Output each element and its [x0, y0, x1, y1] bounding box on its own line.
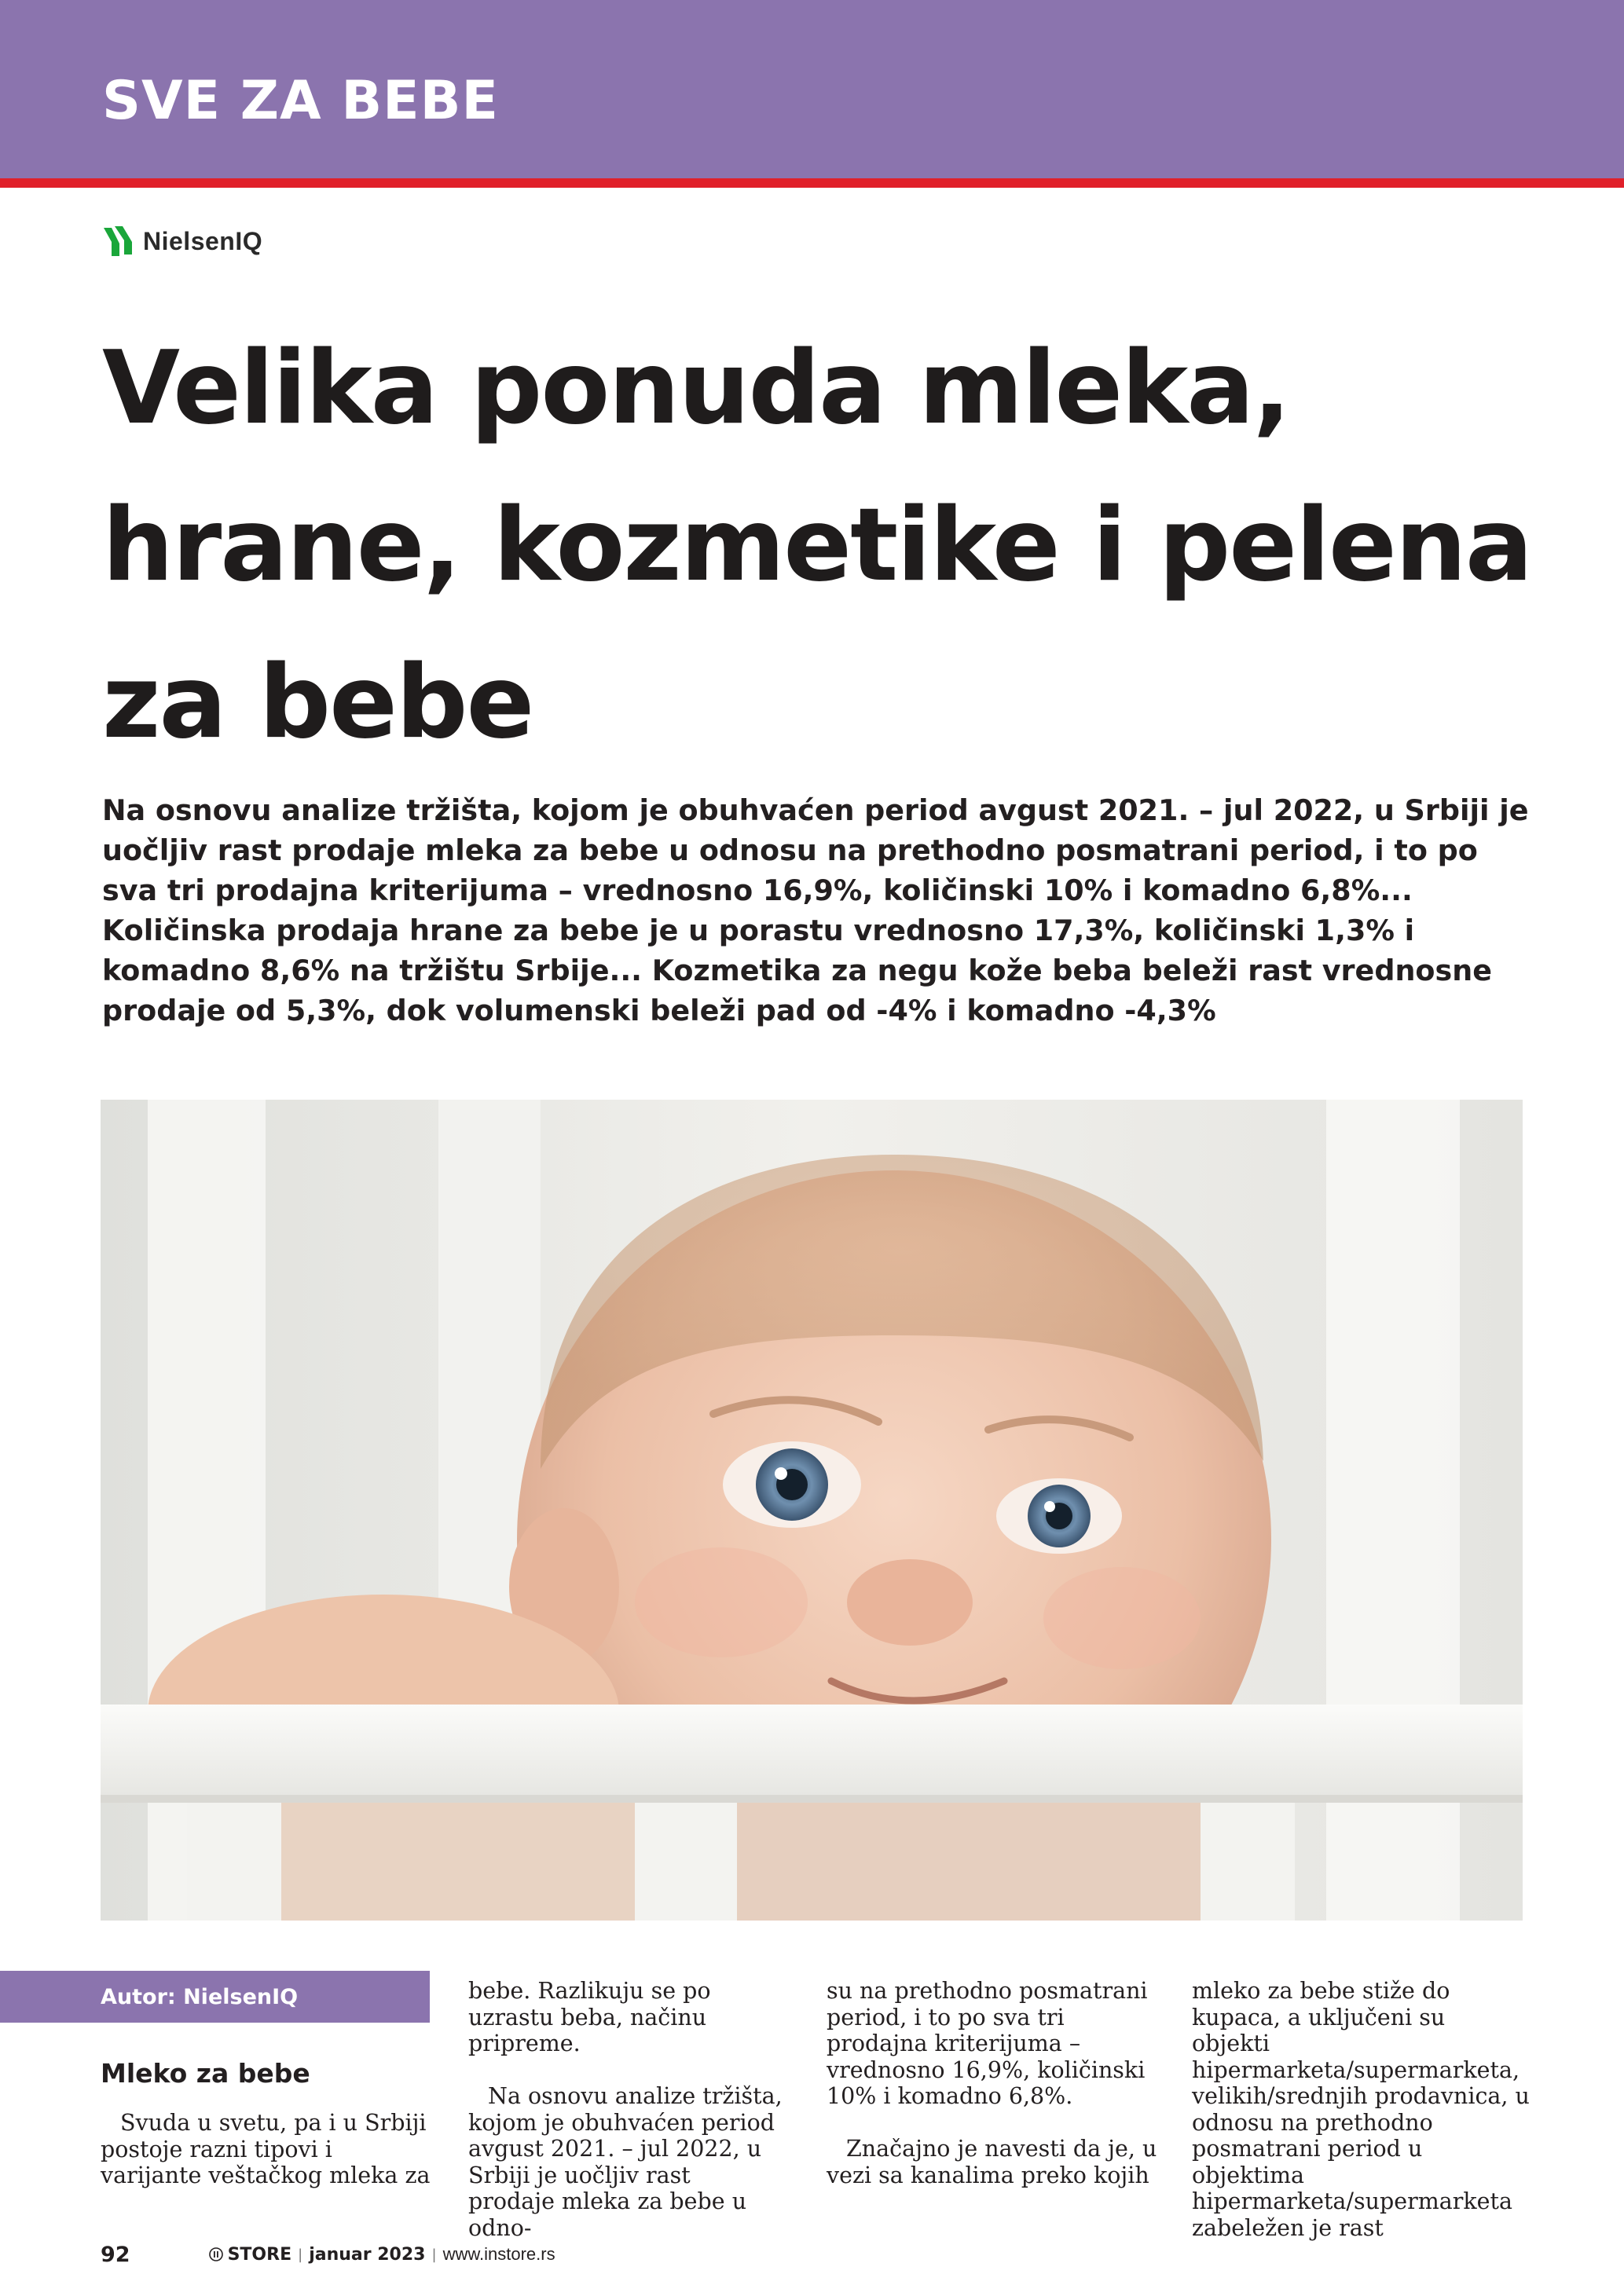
body-column-3 — [827, 1978, 1164, 2188]
body-paragraph: Na osnovu analize tržišta, kojom je obuhvaćen period avgust 2021. – jul 2022, u Srbiji je uočljiv rast prodaje mleka za bebe u odno- — [468, 2083, 783, 2241]
issue-date: januar 2023 — [309, 2244, 426, 2265]
section-subheading: Mleko za bebe — [101, 2058, 310, 2089]
baby-photo — [101, 1100, 1523, 1921]
body-column-4 — [1192, 1978, 1530, 2241]
nielseniq-logo-icon — [102, 223, 138, 259]
article-headline: Velika ponuda mleka, hrane, kozmetike i pelena za bebe — [102, 330, 1532, 761]
body-column-1 — [101, 2110, 431, 2189]
footer-separator: | — [431, 2246, 437, 2263]
nielseniq-logo — [102, 219, 262, 263]
body-column-2 — [468, 1978, 783, 2241]
footer-separator: | — [298, 2246, 303, 2263]
page-footer — [101, 2240, 555, 2269]
brand-logo — [209, 2245, 292, 2265]
body-paragraph: su na prethodno posmatrani period, i to po sva tri prodajna kriterijuma – vrednosno 16,9%, količinski 10% i komadno 6,8%. — [827, 1978, 1148, 2109]
page-number: 92 — [101, 2242, 130, 2267]
section-header-bar — [0, 0, 1624, 188]
body-paragraph: mleko za bebe stiže do kupaca, a uključeni su objekti hipermarketa/supermarketa, velikih/srednjih prodavnica, u odnosu na prethodno posmatrani period u objektima hipermarketa/supermarketa zabeležen je rast — [1192, 1978, 1530, 2241]
article-lead: Na osnovu analize tržišta, kojom je obuhvaćen period avgust 2021. – jul 2022, u Srbiji je uočljiv rast prodaje mleka za bebe u odnosu na prethodno posmatrani period, i to po sva tri prodajna kriterijuma – vrednosno 16,9%, količinski 10% i komadno 6,8%... Količinska prodaja hrane za bebe je u porastu vrednosno 17,3%, količinski 1,3% i komadno 8,6% na tržištu Srbije... Kozmetika za negu kože beba beleži rast vrednosne prodaje od 5,3%, dok volumenski beleži pad od -4% i komadno -4,3% — [102, 793, 1529, 1027]
brand-name: STORE — [227, 2244, 292, 2265]
body-paragraph: Svuda u svetu, pa i u Srbiji postoje razni tipovi i varijante veštačkog mleka za — [101, 2110, 431, 2188]
instore-logo-icon — [209, 2247, 223, 2261]
body-paragraph: bebe. Razlikuju se po uzrastu beba, načinu pripreme. — [468, 1978, 711, 2056]
website-link[interactable]: www.instore.rs — [442, 2244, 555, 2264]
body-paragraph: Značajno je navesti da je, u vezi sa kanalima preko kojih — [827, 2136, 1157, 2188]
section-title: SVE ZA BEBE — [102, 70, 499, 132]
author-label: Autor: NielsenIQ — [101, 1984, 299, 2009]
author-bar — [0, 1971, 430, 2023]
nielseniq-logo-text: NielsenIQ — [143, 226, 263, 255]
